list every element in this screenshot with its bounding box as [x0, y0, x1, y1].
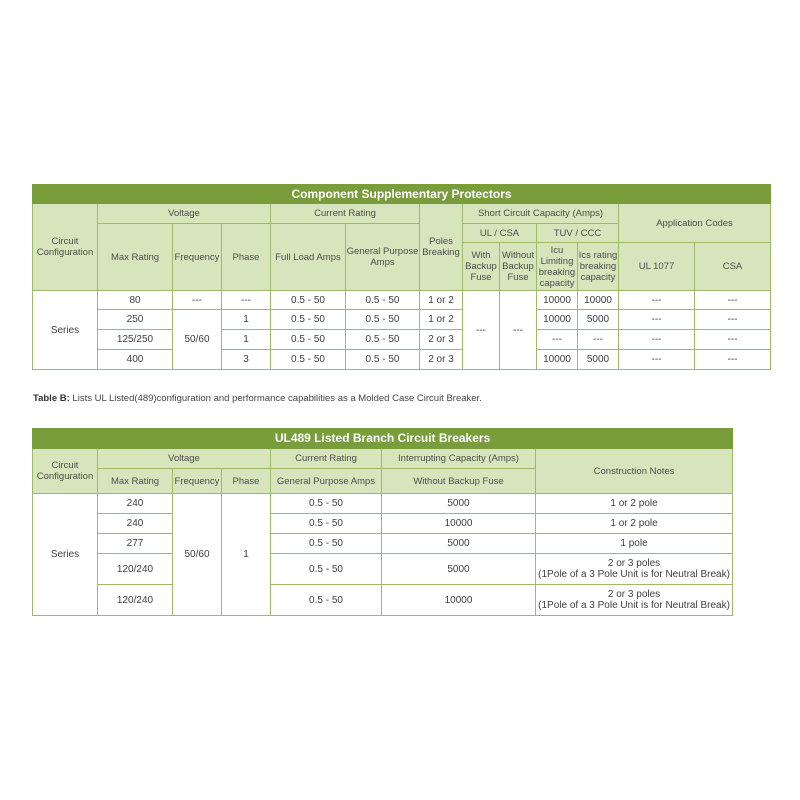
cell-general: 0.5 - 50	[271, 554, 382, 585]
cell-ul1077: ---	[619, 350, 695, 370]
cell-ul1077: ---	[619, 291, 695, 310]
cell-full-load: 0.5 - 50	[271, 330, 346, 350]
cell-without-fuse: 10000	[382, 585, 536, 616]
cell-phase: ---	[222, 291, 271, 310]
ul489-breakers-table	[32, 428, 733, 616]
cell-poles: 2 or 3	[420, 330, 463, 350]
cell-note	[536, 585, 733, 616]
table2-title: UL489 Listed Branch Circuit Breakers	[33, 429, 733, 449]
cell-ics: 10000	[578, 291, 619, 310]
cell-ul1077: ---	[619, 310, 695, 330]
cell-icu: 10000	[537, 310, 578, 330]
th-poles-breaking: Poles Breaking	[420, 204, 463, 291]
cell-max-rating: 400	[98, 350, 173, 370]
cell-general: 0.5 - 50	[346, 310, 420, 330]
th-frequency: Frequency	[173, 224, 222, 291]
cell-general: 0.5 - 50	[271, 494, 382, 514]
note-sub: (1Pole of a 3 Pole Unit is for Neutral Break)	[538, 600, 730, 611]
table-row	[33, 291, 771, 310]
table-row	[33, 554, 733, 585]
cell-max-rating: 80	[98, 291, 173, 310]
cell-csa: ---	[695, 350, 771, 370]
cell-phase: 1	[222, 494, 271, 616]
cell-general: 0.5 - 50	[346, 291, 420, 310]
note-main: 2 or 3 poles	[607, 558, 661, 569]
cell-frequency: 50/60	[173, 494, 222, 616]
th-interrupting-capacity: Interrupting Capacity (Amps)	[382, 449, 536, 469]
cell-config: Series	[33, 291, 98, 370]
note-main: 2 or 3 poles	[607, 589, 661, 600]
th-construction-notes: Construction Notes	[536, 449, 733, 494]
cell-without-fuse: 10000	[382, 514, 536, 534]
cell-note: 1 or 2 pole	[536, 494, 733, 514]
th-current-rating: Current Rating	[271, 204, 420, 224]
cell-general: 0.5 - 50	[346, 330, 420, 350]
cell-phase: 3	[222, 350, 271, 370]
cell-without-fuse: 5000	[382, 494, 536, 514]
table-row	[33, 514, 733, 534]
th-frequency: Frequency	[173, 469, 222, 494]
cell-general: 0.5 - 50	[271, 585, 382, 616]
table-row	[33, 350, 771, 370]
cell-max-rating: 277	[98, 534, 173, 554]
table-row	[33, 534, 733, 554]
cell-note: 1 pole	[536, 534, 733, 554]
cell-phase: 1	[222, 330, 271, 350]
th-voltage: Voltage	[98, 449, 271, 469]
note-sub: (1Pole of a 3 Pole Unit is for Neutral Break)	[538, 569, 730, 580]
cell-without-fuse: 5000	[382, 534, 536, 554]
th-current-rating: Current Rating	[271, 449, 382, 469]
cell-max-rating: 125/250	[98, 330, 173, 350]
th-tuv-ccc: TUV / CCC	[537, 224, 619, 243]
cell-ul-with-fuse: ---	[463, 291, 500, 370]
th-general-purpose-amps: General Purpose Amps	[346, 224, 420, 291]
cell-phase: 1	[222, 310, 271, 330]
cell-full-load: 0.5 - 50	[271, 310, 346, 330]
caption-label: Table B:	[33, 393, 70, 404]
cell-general: 0.5 - 50	[346, 350, 420, 370]
cell-max-rating: 120/240	[98, 554, 173, 585]
th-max-rating: Max Rating	[98, 469, 173, 494]
cell-ul-without-fuse: ---	[500, 291, 537, 370]
th-ics: Ics rating breaking capacity	[578, 243, 619, 291]
supplementary-protectors-table	[32, 184, 771, 370]
cell-general: 0.5 - 50	[271, 514, 382, 534]
cell-general: 0.5 - 50	[271, 534, 382, 554]
cell-frequency: 50/60	[173, 310, 222, 370]
cell-note	[536, 554, 733, 585]
cell-csa: ---	[695, 291, 771, 310]
table-row	[33, 330, 771, 350]
cell-max-rating: 240	[98, 514, 173, 534]
th-max-rating: Max Rating	[98, 224, 173, 291]
cell-poles: 1 or 2	[420, 291, 463, 310]
cell-max-rating: 240	[98, 494, 173, 514]
cell-csa: ---	[695, 330, 771, 350]
th-circuit-configuration: Circuit Configuration	[33, 204, 98, 291]
table1-title: Component Supplementary Protectors	[33, 185, 771, 204]
th-full-load-amps: Full Load Amps	[271, 224, 346, 291]
cell-ics: 5000	[578, 350, 619, 370]
cell-full-load: 0.5 - 50	[271, 291, 346, 310]
cell-csa: ---	[695, 310, 771, 330]
th-phase: Phase	[222, 469, 271, 494]
th-phase: Phase	[222, 224, 271, 291]
cell-icu: ---	[537, 330, 578, 350]
cell-frequency: ---	[173, 291, 222, 310]
th-general-purpose-amps: General Purpose Amps	[271, 469, 382, 494]
th-without-backup-fuse: Without Backup Fuse	[382, 469, 536, 494]
th-short-circuit-capacity: Short Circuit Capacity (Amps)	[463, 204, 619, 224]
table-row	[33, 494, 733, 514]
th-application-codes: Application Codes	[619, 204, 771, 243]
cell-config: Series	[33, 494, 98, 616]
cell-max-rating: 250	[98, 310, 173, 330]
cell-ics: 5000	[578, 310, 619, 330]
cell-max-rating: 120/240	[98, 585, 173, 616]
cell-ul1077: ---	[619, 330, 695, 350]
cell-ics: ---	[578, 330, 619, 350]
cell-poles: 2 or 3	[420, 350, 463, 370]
th-voltage: Voltage	[98, 204, 271, 224]
table-row	[33, 585, 733, 616]
th-ul-csa: UL / CSA	[463, 224, 537, 243]
cell-without-fuse: 5000	[382, 554, 536, 585]
th-with-backup-fuse: With Backup Fuse	[463, 243, 500, 291]
th-icu: Icu Limiting breaking capacity	[537, 243, 578, 291]
cell-full-load: 0.5 - 50	[271, 350, 346, 370]
cell-icu: 10000	[537, 291, 578, 310]
cell-icu: 10000	[537, 350, 578, 370]
th-circuit-configuration: Circuit Configuration	[33, 449, 98, 494]
caption-text: Lists UL Listed(489)configuration and performance capabilities as a Molded Case Circuit Breaker.	[69, 393, 482, 404]
th-ul1077: UL 1077	[619, 243, 695, 291]
cell-poles: 1 or 2	[420, 310, 463, 330]
th-csa: CSA	[695, 243, 771, 291]
table-row	[33, 310, 771, 330]
th-without-backup-fuse: Without Backup Fuse	[500, 243, 537, 291]
cell-note: 1 or 2 pole	[536, 514, 733, 534]
table-b-caption	[33, 393, 482, 404]
